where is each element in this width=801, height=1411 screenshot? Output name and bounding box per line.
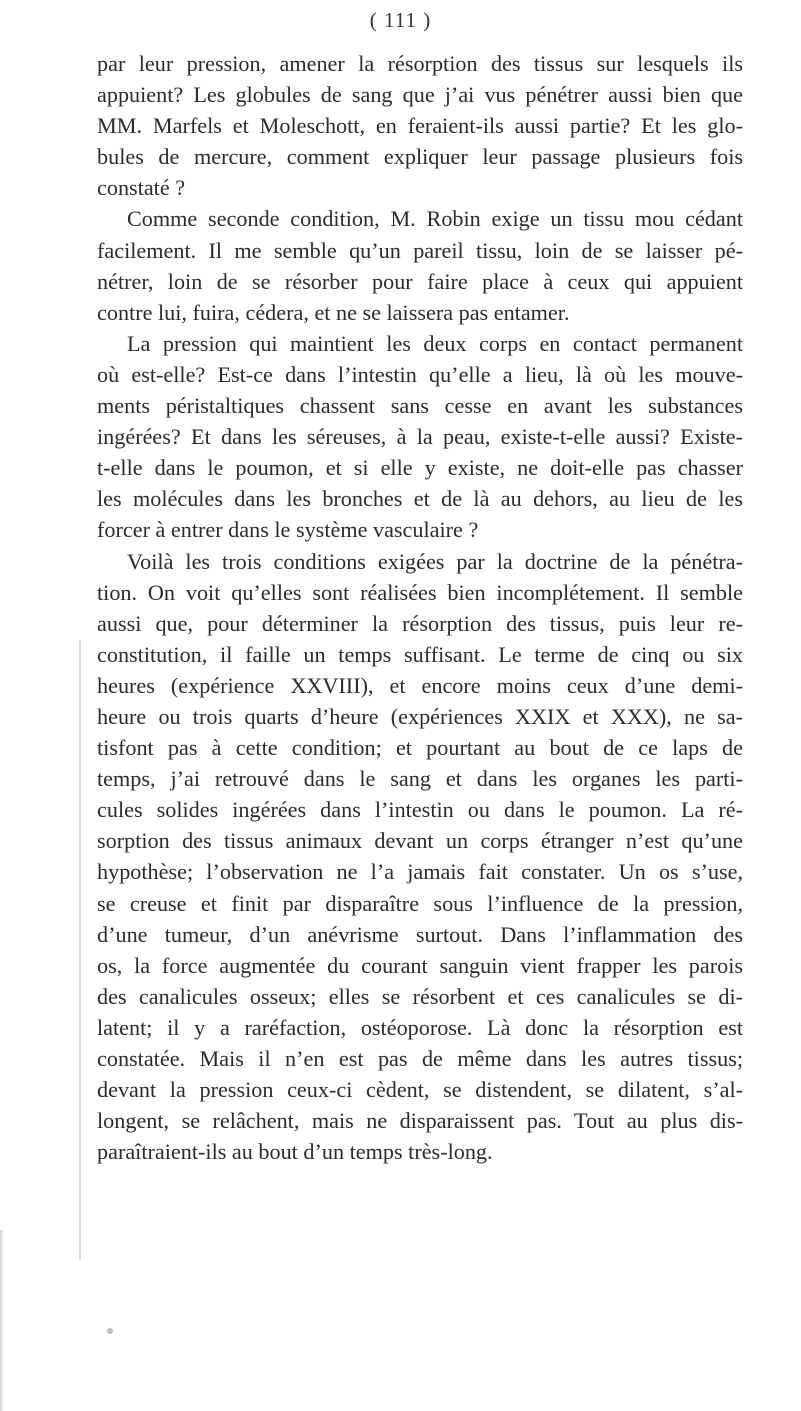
text-line: Voilà les trois conditions exigées par la doctrine de la pénétra-	[127, 548, 743, 574]
text-line: os, la force augmentée du courant sanguin vient frapper les parois	[97, 952, 743, 978]
text-line: constitution, il faille un temps suffisant. Le terme de cinq ou six	[97, 641, 743, 667]
text-line: MM. Marfels et Moleschott, en feraient-ils aussi partie? Et les glo-	[97, 113, 743, 139]
text-line: d’une tumeur, d’un anévrisme surtout. Dans l’inflammation des	[97, 921, 743, 947]
text-line: aussi que, pour déterminer la résorption des tissus, puis leur re-	[97, 610, 743, 636]
text-line: forcer à entrer dans le système vasculaire ?	[97, 517, 479, 543]
body-text	[97, 48, 743, 1167]
text-line: temps, j’ai retrouvé dans le sang et dans les organes les parti-	[97, 766, 743, 792]
text-line: t-elle dans le poumon, et si elle y existe, ne doit-elle pas chasser	[97, 455, 743, 481]
text-line: cules solides ingérées dans l’intestin ou dans le poumon. La ré-	[97, 797, 743, 823]
text-line: constaté ?	[97, 175, 186, 201]
page-number: ( 111 )	[369, 8, 432, 32]
text-line: les molécules dans les bronches et de là au dehors, au lieu de les	[97, 486, 743, 512]
ink-spot	[107, 1328, 113, 1334]
text-line: tisfont pas à cette condition; et pourtant au bout de ce laps de	[97, 735, 743, 761]
text-line: nétrer, loin de se résorber pour faire place à ceux qui appuient	[97, 268, 743, 294]
text-line: devant la pression ceux-ci cèdent, se distendent, se dilatent, s’al-	[97, 1077, 743, 1103]
text-line: tion. On voit qu’elles sont réalisées bien incomplétement. Il semble	[97, 579, 743, 605]
text-line: des canalicules osseux; elles se résorbent et ces canalicules se di-	[97, 983, 743, 1009]
text-line: se creuse et finit par disparaître sous l’influence de la pression,	[97, 890, 743, 916]
text-line: bules de mercure, comment expliquer leur passage plusieurs fois	[97, 144, 743, 170]
text-line: appuient? Les globules de sang que j’ai vus pénétrer aussi bien que	[97, 82, 743, 108]
text-line: latent; il y a raréfaction, ostéoporose. Là donc la résorption est	[97, 1014, 743, 1040]
text-line: heure ou trois quarts d’heure (expériences XXIX et XXX), ne sa-	[97, 703, 743, 729]
text-line: où est-elle? Est-ce dans l’intestin qu’elle a lieu, là où les mouve-	[97, 361, 743, 387]
text-line: heures (expérience XXVIII), et encore moins ceux d’une demi-	[97, 672, 743, 698]
text-line: ments péristaltiques chassent sans cesse en avant les substances	[97, 393, 743, 419]
page-edge-shadow	[0, 1230, 4, 1411]
text-line: constatée. Mais il n’en est pas de même dans les autres tissus;	[97, 1046, 743, 1071]
text-line: facilement. Il me semble qu’un pareil tissu, loin de se laisser pé-	[97, 237, 743, 263]
text-line: contre lui, fuira, cédera, et ne se laissera pas entamer.	[97, 299, 570, 325]
text-line: La pression qui maintient les deux corps en contact permanent	[127, 330, 743, 356]
text-line: sorption des tissus animaux devant un corps étranger n’est qu’une	[97, 828, 743, 854]
margin-shadow	[79, 640, 81, 1260]
text-line: longent, se relâchent, mais ne disparaissent pas. Tout au plus dis-	[97, 1108, 743, 1134]
text-line: par leur pression, amener la résorption des tissus sur lesquels ils	[97, 51, 743, 76]
text-line: ingérées? Et dans les séreuses, à la peau, existe-t-elle aussi? Existe-	[97, 424, 743, 450]
text-line: paraîtraient-ils au bout d’un temps très-long.	[97, 1139, 493, 1165]
text-line: Comme seconde condition, M. Robin exige un tissu mou cédant	[127, 206, 743, 232]
text-line: hypothèse; l’observation ne l’a jamais fait constater. Un os s’use,	[97, 859, 743, 885]
